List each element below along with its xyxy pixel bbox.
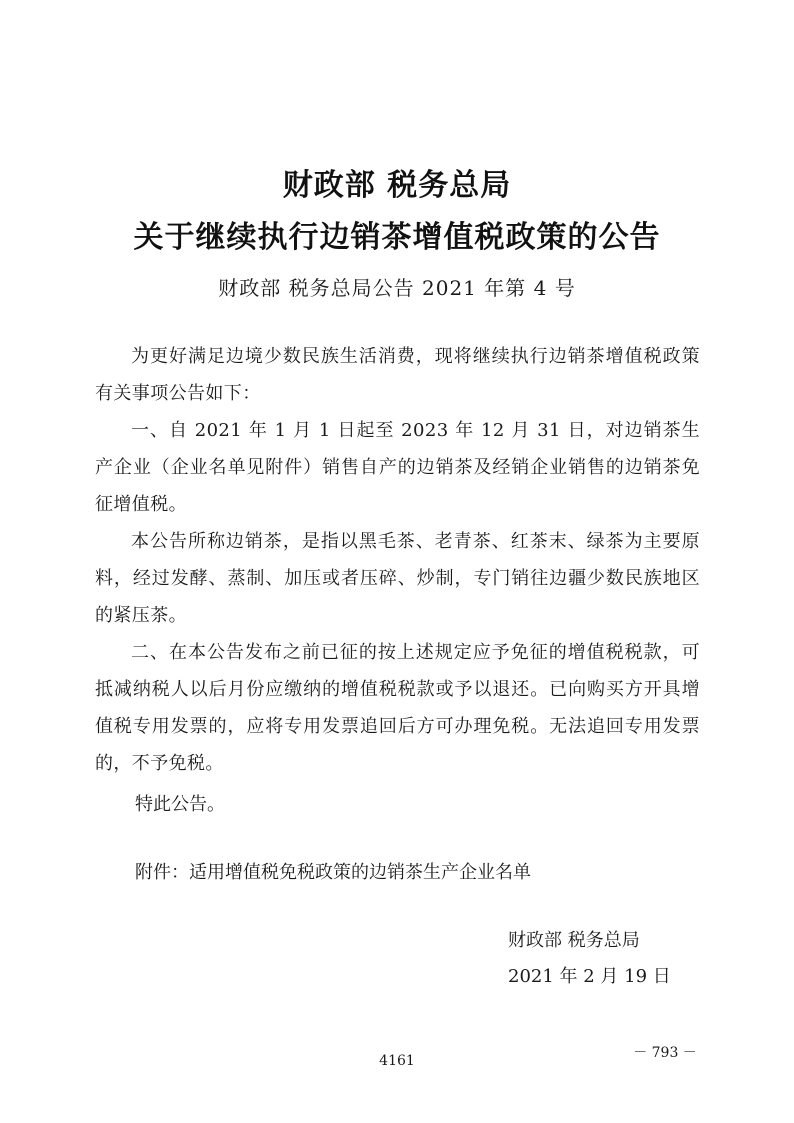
issuer-signature: 财政部 税务总局 [508, 930, 640, 951]
clause-two-paragraph: 二、在本公告发布之前已征的按上述规定应予免征的增值税税款，可抵减纳税人以后月份应缴纳的增值税税款或予以退还。已向购买方开具增值税专用发票的，应将专用发票追回后方可办理免税。无法追回专用发票的，不予免税。 [95, 642, 700, 774]
clause-one-paragraph: 一、自 2021 年 1 月 1 日起至 2023 年 12 月 31 日，对边销茶生产企业（企业名单见附件）销售自产的边销茶及经销企业销售的边销茶免征增值税。 [95, 420, 700, 515]
document-number: 财政部 税务总局公告 2021 年第 4 号 [218, 276, 576, 300]
page-title: 财政部 税务总局 [282, 168, 512, 203]
announcement-body [95, 338, 700, 782]
intro-paragraph: 为更好满足边境少数民族生活消费，现将继续执行边销茶增值税政策有关事项公告如下： [95, 346, 700, 404]
page-number: － 793 － [633, 1045, 697, 1061]
issue-date: 2021 年 2 月 19 日 [508, 966, 671, 987]
attachment-line: 附件：适用增值税免税政策的边销茶生产企业名单 [135, 862, 531, 883]
definition-paragraph: 本公告所称边销茶，是指以黑毛茶、老青茶、红茶末、绿茶为主要原料，经过发酵、蒸制、加压或者压碎、炒制，专门销往边疆少数民族地区的紧压茶。 [95, 531, 700, 626]
announcement-title: 关于继续执行边销茶增值税政策的公告 [133, 220, 661, 255]
print-page-number: 4161 [379, 1053, 415, 1069]
closing-notice: 特此公告。 [135, 794, 225, 815]
